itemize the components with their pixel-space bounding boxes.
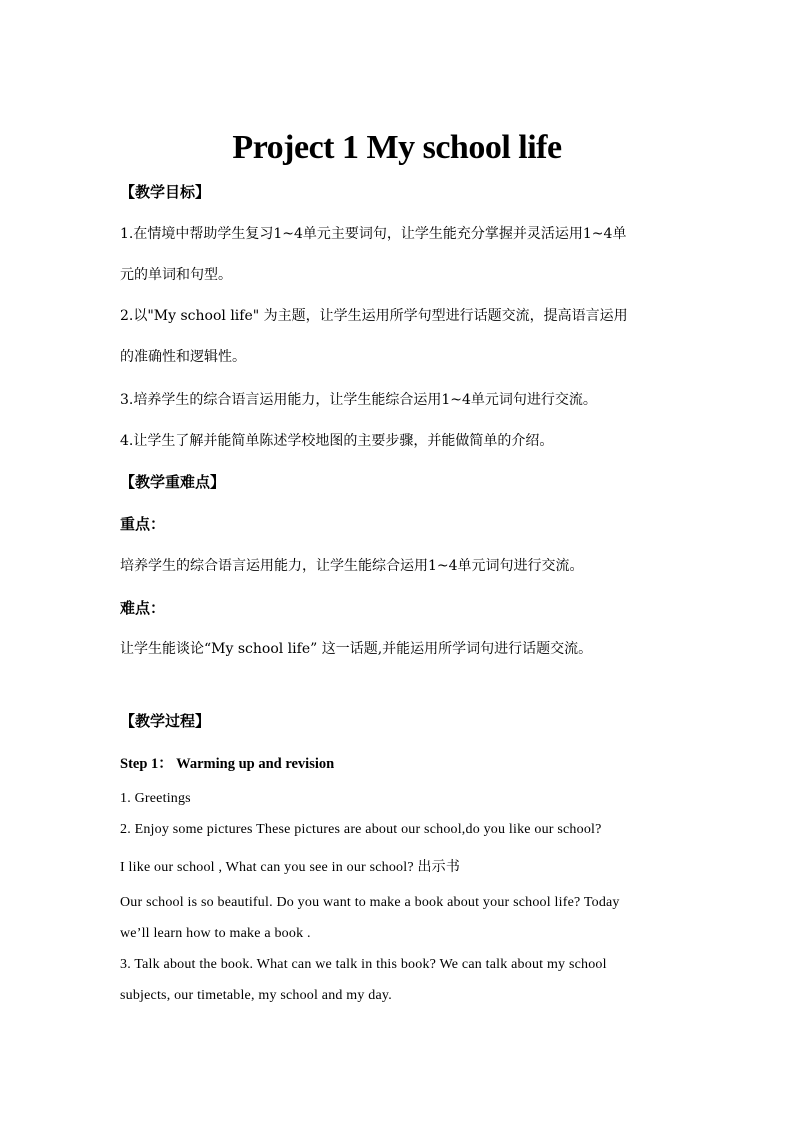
step1-item-1: 1. Greetings	[120, 791, 191, 806]
process-heading: 【教学过程】	[120, 712, 211, 730]
objective-1-line-1: 1.在情境中帮助学生复习1~4单元主要词句，让学生能充分掌握并灵活运用1~4单	[120, 226, 627, 242]
difficult-label: 难点：	[120, 599, 166, 617]
step1-item-3-line-2: subjects, our timetable, my school and my day.	[120, 988, 392, 1003]
objective-2-line-1: 2.以"My school life" 为主题，让学生运用所学句型进行话题交流，提高语言运用	[120, 308, 628, 324]
key-text: 培养学生的综合语言运用能力，让学生能综合运用1~4单元词句进行交流。	[120, 558, 584, 574]
objective-3: 3.培养学生的综合语言运用能力，让学生能综合运用1~4单元词句进行交流。	[120, 392, 597, 408]
objective-1-line-2: 元的单词和句型。	[120, 267, 232, 283]
objective-4: 4.让学生了解并能简单陈述学校地图的主要步骤，并能做简单的介绍。	[120, 433, 554, 449]
step1-item-2-cont: I like our school , What can you see in our school? 出示书	[120, 860, 461, 875]
difficult-text: 让学生能谈论“My school life” 这一话题,并能运用所学词句进行话题交流。	[120, 641, 593, 657]
objective-2-line-2: 的准确性和逻辑性。	[120, 349, 246, 365]
step1-item-3-line-1: 3. Talk about the book. What can we talk in this book? We can talk about my school	[120, 957, 607, 972]
step1-paragraph-line-2: we’ll learn how to make a book .	[120, 926, 311, 941]
step1-item-2: 2. Enjoy some pictures These pictures are about our school,do you like our school?	[120, 822, 602, 837]
step1-paragraph-line-1: Our school is so beautiful. Do you want to make a book about your school life? Today	[120, 895, 620, 910]
step1-heading: Step 1： Warming up and revision	[120, 756, 335, 772]
page-title: Project 1 My school life	[232, 129, 562, 166]
key-label: 重点：	[120, 515, 166, 533]
keypoints-heading: 【教学重难点】	[120, 473, 226, 491]
objectives-heading: 【教学目标】	[120, 183, 211, 201]
